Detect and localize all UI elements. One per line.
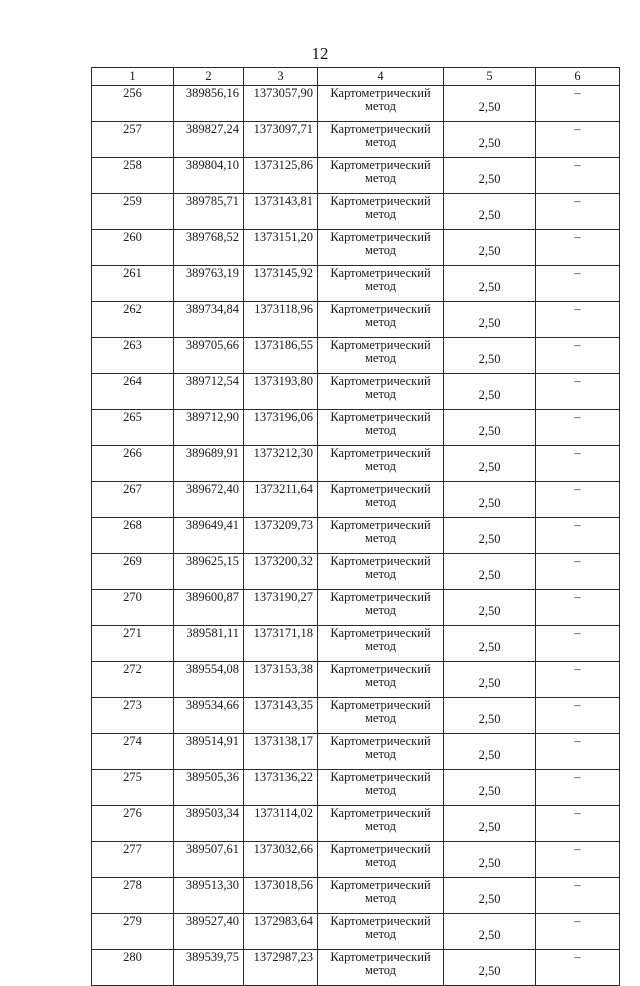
- method-cell: Картометрический метод: [318, 482, 444, 518]
- table-row: [92, 446, 620, 482]
- method-cell: Картометрический метод: [318, 914, 444, 950]
- y-coordinate-cell: 1372983,64: [244, 914, 318, 950]
- point-number-cell: 259: [92, 194, 174, 230]
- note-cell: –: [536, 230, 620, 266]
- method-cell: Картометрический метод: [318, 86, 444, 122]
- method-cell: Картометрический метод: [318, 302, 444, 338]
- note-cell: –: [536, 770, 620, 806]
- point-number-cell: 261: [92, 266, 174, 302]
- x-coordinate-cell: 389503,34: [174, 806, 244, 842]
- method-cell: Картометрический метод: [318, 266, 444, 302]
- point-number-cell: 272: [92, 662, 174, 698]
- note-cell: –: [536, 914, 620, 950]
- point-number-cell: 274: [92, 734, 174, 770]
- method-cell: Картометрический метод: [318, 518, 444, 554]
- note-cell: –: [536, 446, 620, 482]
- method-cell: Картометрический метод: [318, 338, 444, 374]
- table-row: [92, 194, 620, 230]
- table-row: [92, 626, 620, 662]
- y-coordinate-cell: 1373171,18: [244, 626, 318, 662]
- point-number-cell: 277: [92, 842, 174, 878]
- method-cell: Картометрический метод: [318, 446, 444, 482]
- accuracy-cell: 2,50: [444, 806, 536, 842]
- point-number-cell: 258: [92, 158, 174, 194]
- accuracy-cell: 2,50: [444, 914, 536, 950]
- table-row: [92, 770, 620, 806]
- method-cell: Картометрический метод: [318, 158, 444, 194]
- accuracy-cell: 2,50: [444, 698, 536, 734]
- table-row: [92, 374, 620, 410]
- method-cell: Картометрический метод: [318, 878, 444, 914]
- accuracy-cell: 2,50: [444, 626, 536, 662]
- column-header: 4: [318, 68, 444, 86]
- y-coordinate-cell: 1373186,55: [244, 338, 318, 374]
- table-row: [92, 518, 620, 554]
- y-coordinate-cell: 1373114,02: [244, 806, 318, 842]
- note-cell: –: [536, 626, 620, 662]
- accuracy-cell: 2,50: [444, 446, 536, 482]
- method-cell: Картометрический метод: [318, 590, 444, 626]
- y-coordinate-cell: 1373212,30: [244, 446, 318, 482]
- table-row: [92, 302, 620, 338]
- method-cell: Картометрический метод: [318, 626, 444, 662]
- point-number-cell: 257: [92, 122, 174, 158]
- accuracy-cell: 2,50: [444, 374, 536, 410]
- note-cell: –: [536, 410, 620, 446]
- x-coordinate-cell: 389507,61: [174, 842, 244, 878]
- note-cell: –: [536, 122, 620, 158]
- method-cell: Картометрический метод: [318, 734, 444, 770]
- table-row: [92, 698, 620, 734]
- x-coordinate-cell: 389712,54: [174, 374, 244, 410]
- table-row: [92, 482, 620, 518]
- method-cell: Картометрический метод: [318, 230, 444, 266]
- note-cell: –: [536, 590, 620, 626]
- y-coordinate-cell: 1373190,27: [244, 590, 318, 626]
- accuracy-cell: 2,50: [444, 122, 536, 158]
- x-coordinate-cell: 389505,36: [174, 770, 244, 806]
- point-number-cell: 278: [92, 878, 174, 914]
- accuracy-cell: 2,50: [444, 266, 536, 302]
- y-coordinate-cell: 1373193,80: [244, 374, 318, 410]
- note-cell: –: [536, 302, 620, 338]
- point-number-cell: 270: [92, 590, 174, 626]
- accuracy-cell: 2,50: [444, 338, 536, 374]
- x-coordinate-cell: 389625,15: [174, 554, 244, 590]
- point-number-cell: 266: [92, 446, 174, 482]
- x-coordinate-cell: 389827,24: [174, 122, 244, 158]
- accuracy-cell: 2,50: [444, 590, 536, 626]
- table-row: [92, 734, 620, 770]
- note-cell: –: [536, 734, 620, 770]
- x-coordinate-cell: 389600,87: [174, 590, 244, 626]
- note-cell: –: [536, 86, 620, 122]
- y-coordinate-cell: 1373125,86: [244, 158, 318, 194]
- point-number-cell: 267: [92, 482, 174, 518]
- table-row: [92, 554, 620, 590]
- table-row: [92, 662, 620, 698]
- x-coordinate-cell: 389734,84: [174, 302, 244, 338]
- y-coordinate-cell: 1373018,56: [244, 878, 318, 914]
- point-number-cell: 275: [92, 770, 174, 806]
- table-row: [92, 410, 620, 446]
- table-body: [92, 86, 620, 986]
- x-coordinate-cell: 389649,41: [174, 518, 244, 554]
- y-coordinate-cell: 1373153,38: [244, 662, 318, 698]
- x-coordinate-cell: 389539,75: [174, 950, 244, 986]
- x-coordinate-cell: 389705,66: [174, 338, 244, 374]
- method-cell: Картометрический метод: [318, 698, 444, 734]
- page-number: 12: [311, 44, 329, 63]
- y-coordinate-cell: 1373118,96: [244, 302, 318, 338]
- column-header: 2: [174, 68, 244, 86]
- column-header: 3: [244, 68, 318, 86]
- note-cell: –: [536, 950, 620, 986]
- x-coordinate-cell: 389554,08: [174, 662, 244, 698]
- point-number-cell: 280: [92, 950, 174, 986]
- note-cell: –: [536, 482, 620, 518]
- y-coordinate-cell: 1373057,90: [244, 86, 318, 122]
- note-cell: –: [536, 878, 620, 914]
- accuracy-cell: 2,50: [444, 662, 536, 698]
- point-number-cell: 271: [92, 626, 174, 662]
- accuracy-cell: 2,50: [444, 770, 536, 806]
- table-row: [92, 914, 620, 950]
- x-coordinate-cell: 389804,10: [174, 158, 244, 194]
- y-coordinate-cell: 1373196,06: [244, 410, 318, 446]
- method-cell: Картометрический метод: [318, 770, 444, 806]
- y-coordinate-cell: 1373200,32: [244, 554, 318, 590]
- accuracy-cell: 2,50: [444, 482, 536, 518]
- table-row: [92, 950, 620, 986]
- point-number-cell: 276: [92, 806, 174, 842]
- note-cell: –: [536, 194, 620, 230]
- accuracy-cell: 2,50: [444, 410, 536, 446]
- note-cell: –: [536, 266, 620, 302]
- x-coordinate-cell: 389534,66: [174, 698, 244, 734]
- method-cell: Картометрический метод: [318, 374, 444, 410]
- method-cell: Картометрический метод: [318, 194, 444, 230]
- method-cell: Картометрический метод: [318, 554, 444, 590]
- x-coordinate-cell: 389689,91: [174, 446, 244, 482]
- point-number-cell: 269: [92, 554, 174, 590]
- point-number-cell: 260: [92, 230, 174, 266]
- table-row: [92, 590, 620, 626]
- column-header: 1: [92, 68, 174, 86]
- accuracy-cell: 2,50: [444, 878, 536, 914]
- table-row: [92, 122, 620, 158]
- table-row: [92, 230, 620, 266]
- coordinates-table: [91, 67, 620, 986]
- note-cell: –: [536, 554, 620, 590]
- point-number-cell: 273: [92, 698, 174, 734]
- method-cell: Картометрический метод: [318, 410, 444, 446]
- note-cell: –: [536, 518, 620, 554]
- point-number-cell: 279: [92, 914, 174, 950]
- point-number-cell: 256: [92, 86, 174, 122]
- x-coordinate-cell: 389763,19: [174, 266, 244, 302]
- table-row: [92, 878, 620, 914]
- x-coordinate-cell: 389513,30: [174, 878, 244, 914]
- note-cell: –: [536, 158, 620, 194]
- table-row: [92, 842, 620, 878]
- x-coordinate-cell: 389856,16: [174, 86, 244, 122]
- y-coordinate-cell: 1373097,71: [244, 122, 318, 158]
- point-number-cell: 265: [92, 410, 174, 446]
- x-coordinate-cell: 389527,40: [174, 914, 244, 950]
- y-coordinate-cell: 1372987,23: [244, 950, 318, 986]
- accuracy-cell: 2,50: [444, 158, 536, 194]
- method-cell: Картометрический метод: [318, 950, 444, 986]
- note-cell: –: [536, 374, 620, 410]
- note-cell: –: [536, 662, 620, 698]
- table-row: [92, 266, 620, 302]
- point-number-cell: 268: [92, 518, 174, 554]
- y-coordinate-cell: 1373151,20: [244, 230, 318, 266]
- point-number-cell: 264: [92, 374, 174, 410]
- method-cell: Картометрический метод: [318, 122, 444, 158]
- accuracy-cell: 2,50: [444, 86, 536, 122]
- point-number-cell: 263: [92, 338, 174, 374]
- method-cell: Картометрический метод: [318, 806, 444, 842]
- point-number-cell: 262: [92, 302, 174, 338]
- accuracy-cell: 2,50: [444, 842, 536, 878]
- column-header: 5: [444, 68, 536, 86]
- column-header: 6: [536, 68, 620, 86]
- y-coordinate-cell: 1373209,73: [244, 518, 318, 554]
- y-coordinate-cell: 1373211,64: [244, 482, 318, 518]
- note-cell: –: [536, 806, 620, 842]
- accuracy-cell: 2,50: [444, 734, 536, 770]
- x-coordinate-cell: 389712,90: [174, 410, 244, 446]
- x-coordinate-cell: 389672,40: [174, 482, 244, 518]
- x-coordinate-cell: 389514,91: [174, 734, 244, 770]
- header-row: [92, 68, 620, 86]
- x-coordinate-cell: 389581,11: [174, 626, 244, 662]
- table-row: [92, 806, 620, 842]
- y-coordinate-cell: 1373145,92: [244, 266, 318, 302]
- y-coordinate-cell: 1373143,81: [244, 194, 318, 230]
- accuracy-cell: 2,50: [444, 230, 536, 266]
- y-coordinate-cell: 1373136,22: [244, 770, 318, 806]
- method-cell: Картометрический метод: [318, 662, 444, 698]
- method-cell: Картометрический метод: [318, 842, 444, 878]
- note-cell: –: [536, 338, 620, 374]
- accuracy-cell: 2,50: [444, 194, 536, 230]
- table-row: [92, 86, 620, 122]
- accuracy-cell: 2,50: [444, 950, 536, 986]
- accuracy-cell: 2,50: [444, 302, 536, 338]
- x-coordinate-cell: 389785,71: [174, 194, 244, 230]
- note-cell: –: [536, 842, 620, 878]
- table-row: [92, 338, 620, 374]
- accuracy-cell: 2,50: [444, 518, 536, 554]
- accuracy-cell: 2,50: [444, 554, 536, 590]
- note-cell: –: [536, 698, 620, 734]
- table-row: [92, 158, 620, 194]
- y-coordinate-cell: 1373032,66: [244, 842, 318, 878]
- y-coordinate-cell: 1373143,35: [244, 698, 318, 734]
- y-coordinate-cell: 1373138,17: [244, 734, 318, 770]
- x-coordinate-cell: 389768,52: [174, 230, 244, 266]
